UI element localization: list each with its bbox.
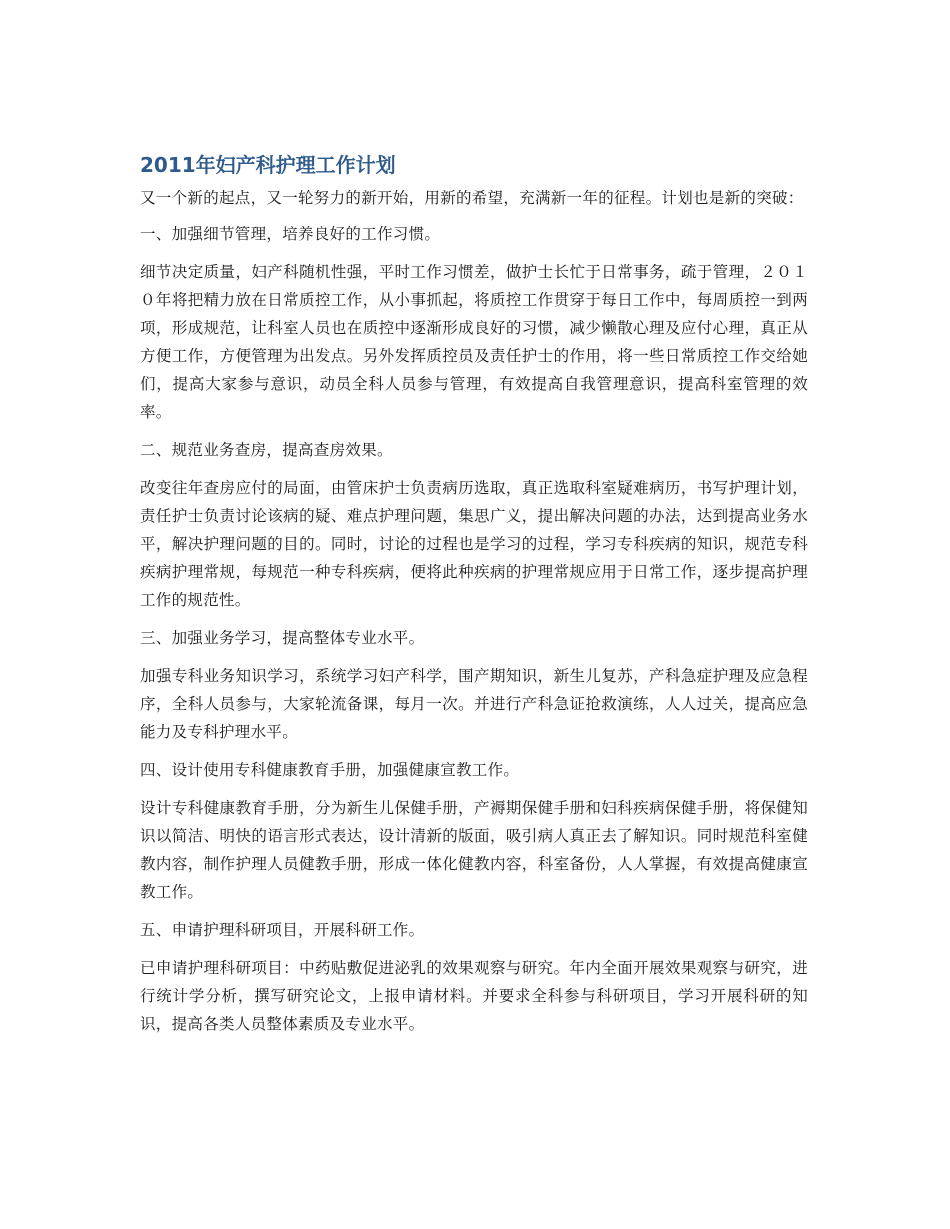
document-title: 2011年妇产科护理工作计划 [140,153,396,177]
section-4-body: 设计专科健康教育手册，分为新生儿保健手册，产褥期保健手册和妇科疾病保健手册，将保健知识以简洁、明快的语言形式表达，设计清新的版面，吸引病人真正去了解知识。同时规范科室健教内容，制作护理人员健教手册，形成一体化健教内容，科室备份，人人掌握，有效提高健康宣教工作。 [140,799,808,901]
section-1-heading: 一、加强细节管理，培养良好的工作习惯。 [140,225,441,243]
section-2-heading: 二、规范业务查房，提高查房效果。 [140,441,393,459]
document-page [140,150,808,1048]
section-4-heading: 四、设计使用专科健康教育手册，加强健康宣教工作。 [140,761,520,779]
section-2-body: 改变往年查房应付的局面，由管床护士负责病历选取，真正选取科室疑难病历，书写护理计划，责任护士负责讨论该病的疑、难点护理问题，集思广义，提出解决问题的办法，达到提高业务水平，解决护理问题的目的。同时，讨论的过程也是学习的过程，学习专科疾病的知识，规范专科疾病护理常规，每规范一种专科疾病，便将此种疾病的护理常规应用于日常工作，逐步提高护理工作的规范性。 [140,479,808,609]
section-5-heading: 五、申请护理科研项目，开展科研工作。 [140,921,425,939]
section-3-body: 加强专科业务知识学习，系统学习妇产科学，围产期知识，新生儿复苏，产科急症护理及应急程序，全科人员参与，大家轮流备课，每月一次。并进行产科急证抢救演练，人人过关，提高应急能力及专科护理水平。 [140,667,808,741]
section-1-body: 细节决定质量，妇产科随机性强，平时工作习惯差，做护士长忙于日常事务，疏于管理，２０１０年将把精力放在日常质控工作，从小事抓起，将质控工作贯穿于每日工作中，每周质控一到两项，形成规范，让科室人员也在质控中逐渐形成良好的习惯，减少懒散心理及应付心理，真正从方便工作，方便管理为出发点。另外发挥质控员及责任护士的作用，将一些日常质控工作交给她们，提高大家参与意识，动员全科人员参与管理，有效提高自我管理意识，提高科室管理的效率。 [140,263,808,421]
section-3-heading: 三、加强业务学习，提高整体专业水平。 [140,629,425,647]
section-5-body: 已申请护理科研项目：中药贴敷促进泌乳的效果观察与研究。年内全面开展效果观察与研究，进行统计学分析，撰写研究论文，上报申请材料。并要求全科参与科研项目，学习开展科研的知识，提高各类人员整体素质及专业水平。 [140,959,808,1033]
intro-paragraph: 又一个新的起点，又一轮努力的新开始，用新的希望，充满新一年的征程。计划也是新的突破： [140,189,804,207]
